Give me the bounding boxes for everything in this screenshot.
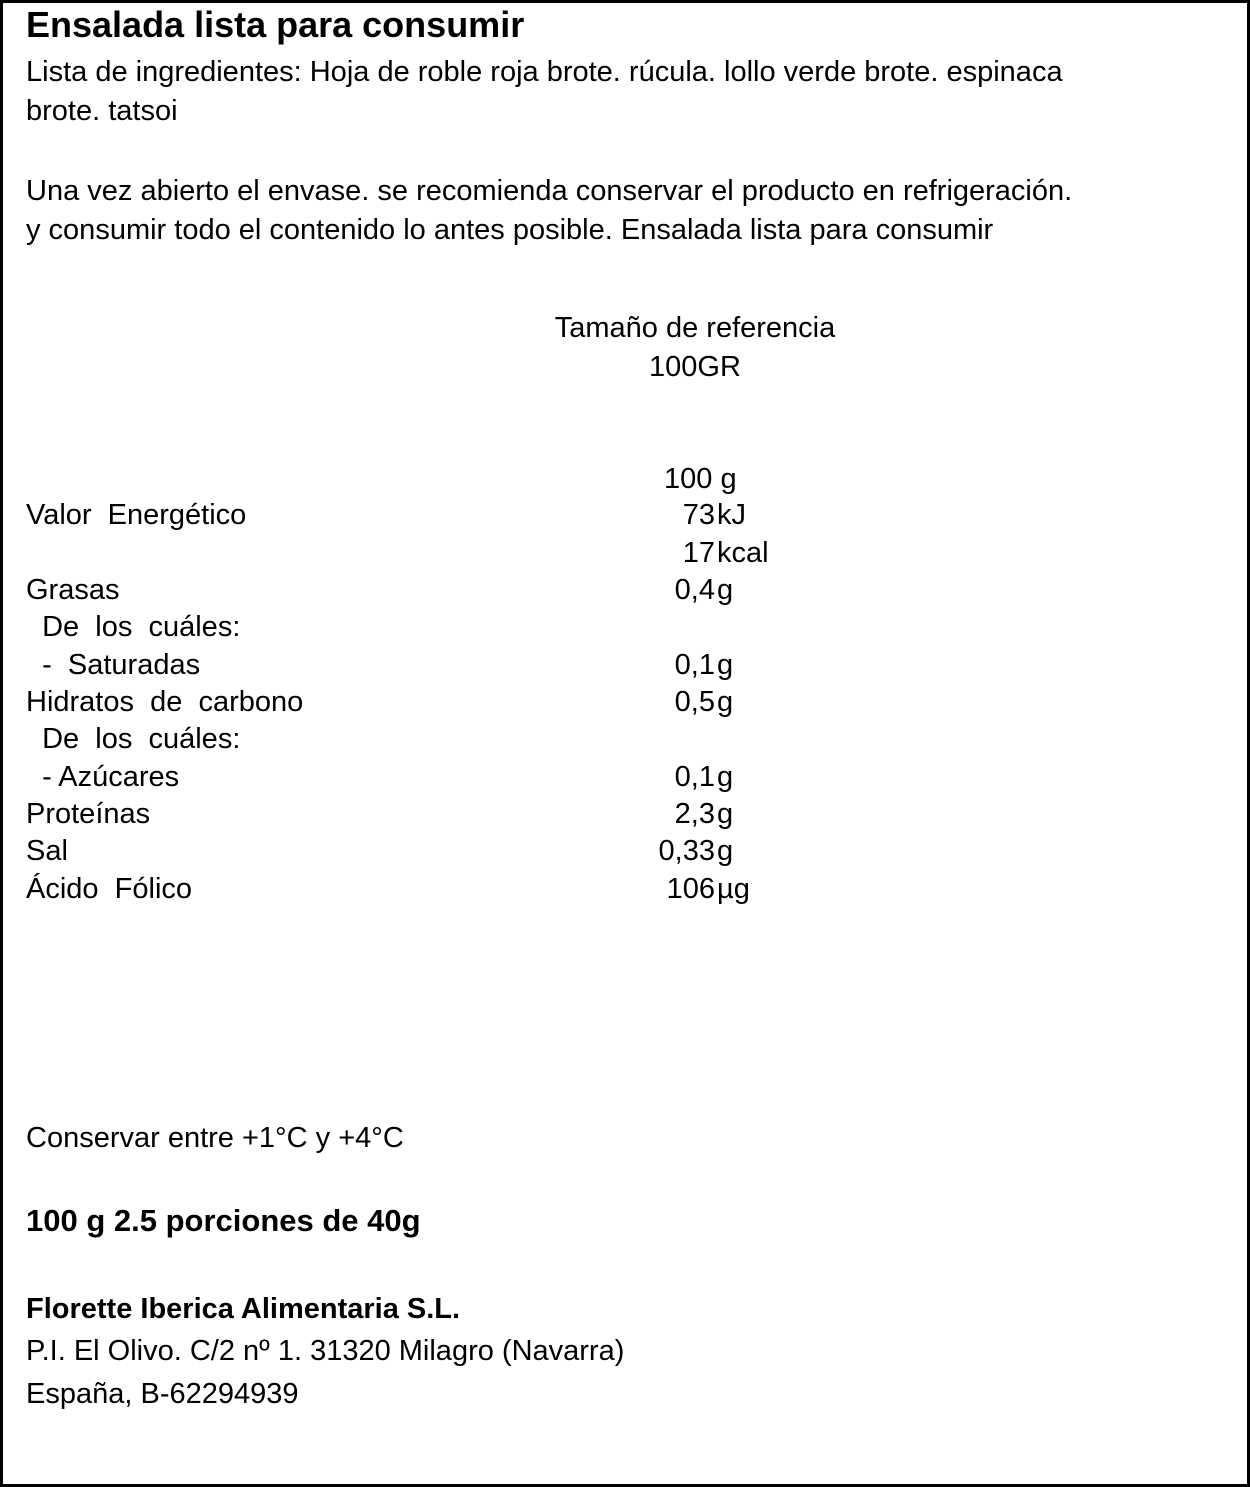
nutrient-unit: g	[717, 574, 734, 606]
nutrient-unit: g	[717, 649, 734, 681]
nutrient-label: De los cuáles:	[26, 723, 241, 755]
nutrient-value: 2,3	[674, 798, 715, 830]
nutrient-unit: g	[717, 835, 734, 867]
nutrient-value: 17	[682, 537, 715, 569]
storage-line-2: y consumir todo el contenido lo antes posible. Ensalada lista para consumir	[26, 214, 994, 246]
nutrient-label: Valor Energético	[26, 499, 247, 531]
nutrient-label: Sal	[26, 835, 68, 867]
nutrient-label: De los cuáles:	[26, 611, 241, 643]
reference-size-label: Tamaño de referencia	[554, 312, 836, 344]
nutrient-value: 0,33	[658, 835, 715, 867]
nutrient-value: 73	[682, 499, 715, 531]
nutrient-unit: g	[717, 798, 734, 830]
nutrient-label: Ácido Fólico	[26, 873, 193, 905]
nutrient-unit: µg	[717, 873, 750, 905]
nutrient-label: Hidratos de carbono	[26, 686, 304, 718]
nutrient-label: - Azúcares	[26, 761, 180, 793]
nutrient-label: Grasas	[26, 574, 120, 606]
nutrient-value: 0,5	[674, 686, 715, 718]
nutrition-column-header: 100 g	[664, 463, 737, 495]
company-address: P.I. El Olivo. C/2 nº 1. 31320 Milagro (Navarra)	[26, 1335, 625, 1367]
product-title: Ensalada lista para consumir	[26, 4, 525, 45]
nutrient-value: 0,1	[674, 649, 715, 681]
conservation-temperature: Conservar entre +1°C y +4°C	[26, 1122, 404, 1154]
nutrient-value: 0,4	[674, 574, 715, 606]
nutrient-unit: g	[717, 761, 734, 793]
nutrient-value: 106	[666, 873, 715, 905]
storage-line-1: Una vez abierto el envase. se recomienda conservar el producto en refrigeración.	[26, 175, 1073, 207]
ingredients-line-1: Lista de ingredientes: Hoja de roble roja brote. rúcula. lollo verde brote. espinaca	[26, 56, 1063, 88]
nutrient-label: Proteínas	[26, 798, 151, 830]
reference-size-value: 100GR	[649, 351, 741, 383]
company-name: Florette Iberica Alimentaria S.L.	[26, 1293, 461, 1325]
ingredients-line-2: brote. tatsoi	[26, 95, 178, 127]
nutrient-label: - Saturadas	[26, 649, 201, 681]
portion-info: 100 g 2.5 porciones de 40g	[26, 1203, 421, 1238]
nutrient-unit: g	[717, 686, 734, 718]
nutrient-value: 0,1	[674, 761, 715, 793]
company-country-id: España, B-62294939	[26, 1378, 299, 1410]
nutrient-unit: kJ	[717, 499, 746, 531]
nutrient-unit: kcal	[717, 537, 769, 569]
